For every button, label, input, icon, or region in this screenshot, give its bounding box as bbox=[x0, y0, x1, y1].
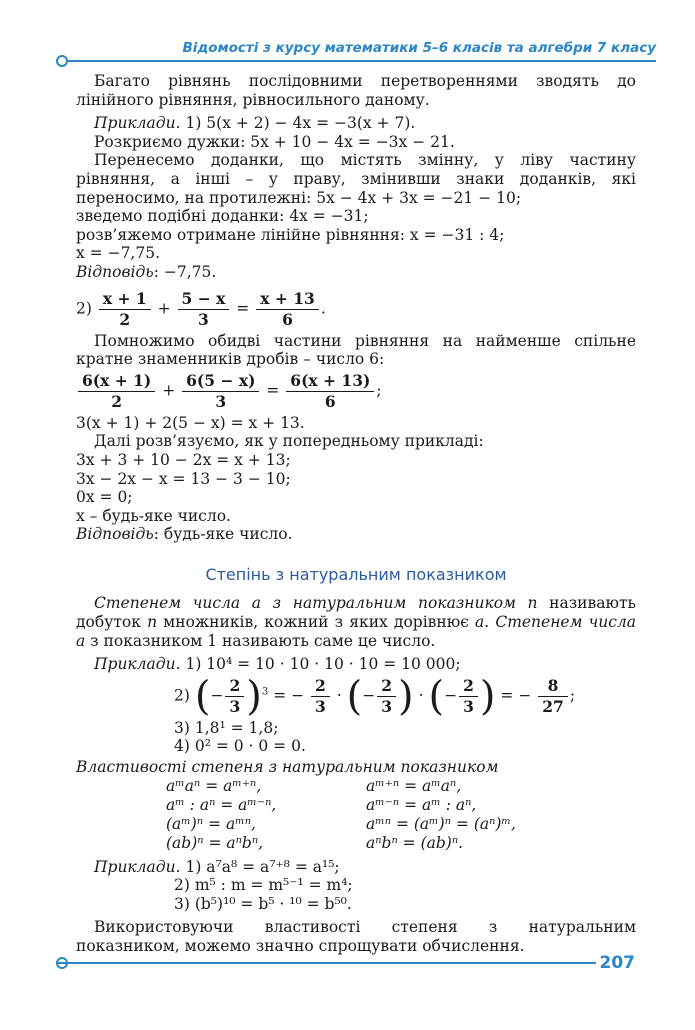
operator: + bbox=[162, 381, 176, 400]
properties-list bbox=[166, 777, 636, 853]
page-body bbox=[76, 72, 636, 956]
definition-text: називають добуток bbox=[76, 594, 636, 632]
step-line: x – будь-яке число. bbox=[76, 506, 231, 525]
property-formula: (ab)ⁿ = aⁿbⁿ, bbox=[166, 833, 264, 852]
footer-rule bbox=[56, 962, 596, 964]
step-line: 3x + 3 + 10 − 2x = x + 13; bbox=[76, 450, 291, 469]
operator: = − bbox=[273, 686, 305, 705]
fraction-equation-multiplied bbox=[76, 371, 636, 412]
conclusion-paragraph: Використовуючи властивості степеня з натуральним показником, можемо значно спрощувати обчислення. bbox=[76, 918, 636, 955]
property-formula: aᵐ⁺ⁿ = aᵐaⁿ, bbox=[366, 776, 462, 795]
definition-text: . bbox=[484, 613, 496, 632]
multiply-explanation: Помножимо обидві частини рівняння на найменше спільне кратне знаменників дробів – число 6: bbox=[76, 331, 636, 369]
answer-label: Відповідь bbox=[76, 525, 154, 544]
property-formula: aᵐaⁿ = aᵐ⁺ⁿ, bbox=[166, 776, 262, 795]
property-formula: aᵐ⁻ⁿ = aᵐ : aⁿ, bbox=[366, 795, 477, 814]
punctuation: ; bbox=[376, 381, 382, 400]
power-example: 1) 10⁴ = 10 · 10 · 10 · 10 = 10 000; bbox=[180, 655, 461, 674]
operator: · bbox=[418, 686, 424, 705]
fraction-equation bbox=[76, 289, 636, 330]
operator: + bbox=[157, 299, 171, 318]
section-heading: Степінь з натуральним показником bbox=[205, 564, 507, 584]
property-formula: aᵐⁿ = (aᵐ)ⁿ = (aⁿ)ᵐ, bbox=[366, 814, 516, 833]
fraction: $\frac{2}{3}$ bbox=[311, 676, 330, 717]
operator: = − bbox=[500, 686, 532, 705]
step-line: зведемо подібні доданки: 4x = −31; bbox=[76, 207, 369, 226]
punctuation: ; bbox=[569, 686, 576, 705]
variable: n bbox=[147, 613, 158, 632]
examples-label: Приклади. bbox=[94, 114, 181, 133]
examples-label: Приклади. bbox=[94, 857, 181, 876]
running-head: Відомості з курсу математики 5–6 класів та алгебри 7 класу bbox=[182, 40, 656, 56]
page-number: 207 bbox=[599, 953, 635, 973]
step-line: розв’яжемо отримане лінійне рівняння: x = −31 : 4; bbox=[76, 225, 505, 244]
definition-term: Степенем числа a bbox=[76, 613, 636, 650]
step-line: Далі розв’язуємо, як у попередньому прикладі: bbox=[94, 432, 484, 451]
answer-value: : −7,75. bbox=[153, 262, 217, 281]
definition-paragraph bbox=[76, 594, 636, 650]
property-example: 1) a⁷a⁸ = a⁷⁺⁸ = a¹⁵; bbox=[180, 857, 340, 876]
examples-label: Приклади. bbox=[94, 655, 181, 674]
property-formula: aⁿbⁿ = (ab)ⁿ. bbox=[366, 833, 464, 852]
item-number: 2) bbox=[76, 299, 92, 318]
operator: · bbox=[336, 686, 342, 705]
fraction: $\frac{x + 13}{6}$ bbox=[256, 289, 319, 330]
fraction: $\frac{2}{3}$ bbox=[377, 676, 396, 717]
answer-label: Відповідь bbox=[76, 262, 154, 281]
intro-paragraph: Багато рівнянь послідовними перетвореннями зводять до лінійного рівняння, рівносильного даному. bbox=[76, 72, 636, 109]
definition-term: Степенем числа a з натуральним показником n bbox=[94, 594, 538, 613]
fraction: $\frac{6(x + 13)}{6}$ bbox=[286, 371, 374, 412]
property-examples bbox=[76, 858, 636, 914]
property-formula: aᵐ : aⁿ = aᵐ⁻ⁿ, bbox=[166, 795, 277, 814]
definition-text: з показником 1 називають саме це число. bbox=[85, 631, 436, 650]
page-header bbox=[56, 20, 656, 66]
example-2 bbox=[76, 289, 636, 544]
variable: a bbox=[475, 613, 485, 632]
power-example: 3) 1,8¹ = 1,8; bbox=[174, 718, 279, 737]
property-formula: (aᵐ)ⁿ = aᵐⁿ, bbox=[166, 814, 256, 833]
step-line: Розкриємо дужки: 5x + 10 − 4x = −3x − 21. bbox=[94, 132, 455, 151]
fraction: $\frac{2}{3}$ bbox=[225, 676, 244, 717]
fraction: $\frac{8}{27}$ bbox=[538, 676, 568, 717]
item-number: 2) bbox=[174, 686, 190, 705]
punctuation: . bbox=[320, 299, 326, 318]
power-examples bbox=[76, 655, 636, 756]
definition-text: множників, кожний з яких дорівнює bbox=[157, 613, 476, 632]
fraction: $\frac{6(x + 1)}{2}$ bbox=[78, 371, 155, 412]
answer-value: : будь-яке число. bbox=[153, 525, 293, 544]
power-example: 4) 0² = 0 · 0 = 0. bbox=[174, 737, 306, 756]
operator: − bbox=[362, 686, 376, 705]
property-example: 2) m⁵ : m = m⁵⁻¹ = m⁴; bbox=[174, 876, 353, 895]
properties-heading: Властивості степеня з натуральним показником bbox=[76, 758, 499, 777]
step-line: 0x = 0; bbox=[76, 488, 133, 507]
operator: = bbox=[266, 381, 280, 400]
step-line: x = −7,75. bbox=[76, 244, 161, 263]
header-rule bbox=[66, 60, 656, 62]
fraction: $\frac{6(5 - x)}{3}$ bbox=[182, 371, 259, 412]
power-example: 2) (− $\frac{2}{3}$ )$^3$ = − $\frac{2}{3}$ · (− $\frac{2}{3}$ ) · (− $\frac{2}{3}$ ) = − $\frac{8}{27}$ ; bbox=[174, 673, 576, 720]
step-line: 3(x + 1) + 2(5 − x) = x + 13. bbox=[76, 413, 305, 432]
fraction: $\frac{2}{3}$ bbox=[459, 676, 478, 717]
fraction: $\frac{5 - x}{3}$ bbox=[178, 289, 230, 330]
operator: − bbox=[444, 686, 458, 705]
step-line: 3x − 2x − x = 13 − 3 − 10; bbox=[76, 469, 291, 488]
property-example: 3) (b⁵)¹⁰ = b⁵ · ¹⁰ = b⁵⁰. bbox=[174, 894, 352, 913]
example-1 bbox=[76, 114, 636, 281]
fraction: $\frac{x + 1}{2}$ bbox=[99, 289, 151, 330]
operator: = bbox=[236, 299, 250, 318]
example-1-equation: 1) 5(x + 2) − 4x = −3(x + 7). bbox=[180, 114, 416, 133]
operator: − bbox=[210, 686, 224, 705]
step-line: Перенесемо доданки, що містять змінну, у ліву частину рівняння, а інші – у праву, змінивши знаки доданків, які переносимо, на протилежні: 5x − 4x + 3x = −21 − 10; bbox=[76, 151, 636, 207]
exponent: 3 bbox=[261, 686, 269, 698]
